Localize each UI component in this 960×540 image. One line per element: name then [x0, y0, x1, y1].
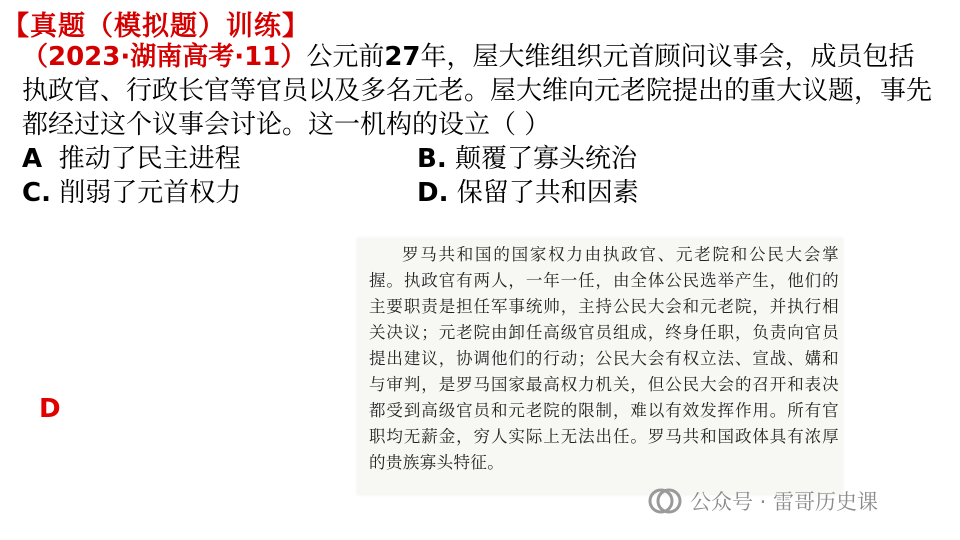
- option-text: 推动了民主进程: [58, 144, 241, 174]
- option-d[interactable]: [417, 176, 812, 210]
- option-text: 保留了共和因素: [456, 178, 639, 208]
- answer-options: [22, 142, 922, 210]
- option-text: 削弱了元首权力: [59, 178, 242, 208]
- options-row-2: [22, 176, 922, 210]
- question-body-rest: 年，屋大维组织元首顾问议事会，成员包括执政官、行政长官等官员以及多名元老。屋大维向元老院提出的重大议题，事先都经过这个议事会讨论。这一机构的设立（ ）: [22, 42, 933, 140]
- option-text: 颠覆了寡头统治: [454, 144, 637, 174]
- answer-key: D: [39, 394, 61, 424]
- options-row-1: [22, 142, 922, 176]
- option-b[interactable]: [417, 142, 812, 176]
- wechat-official-account-icon: [648, 486, 682, 516]
- excerpt-text: 罗马共和国的国家权力由执政官、元老院和公民大会掌握。执政官有两人，一年一任，由全体公民选举产生，他们的主要职责是担任军事统帅，主持公民大会和元老院，并执行相关决议；元老院由卸任高级官员组成，终身任职，负责向官员提出建议，协调他们的行动；公民大会有权立法、宣战、媾和与审判，是罗马国家最高权力机关，但公民大会的召开和表决都受到高级官员和元老院的限制，难以有效发挥作用。所有官职均无薪金，穷人实际上无法出任。罗马共和国政体具有浓厚的贵族寡头特征。: [369, 245, 839, 472]
- watermark: [648, 486, 878, 516]
- question-text: [22, 40, 932, 142]
- question-source: （2023·湖南高考·11）: [22, 42, 307, 72]
- option-letter: A: [22, 144, 43, 174]
- option-a[interactable]: [22, 142, 417, 176]
- question-body-year: 27: [384, 42, 421, 72]
- option-c[interactable]: [22, 176, 417, 210]
- option-letter: C.: [22, 178, 51, 208]
- watermark-label: 公众号 · 雷哥历史课: [690, 490, 879, 514]
- option-letter: B.: [417, 144, 447, 174]
- question-body-prefix: 公元前: [306, 42, 385, 72]
- section-title: 【真题（模拟题）训练】: [2, 11, 310, 42]
- option-letter: D.: [417, 178, 449, 208]
- textbook-excerpt: [357, 238, 843, 495]
